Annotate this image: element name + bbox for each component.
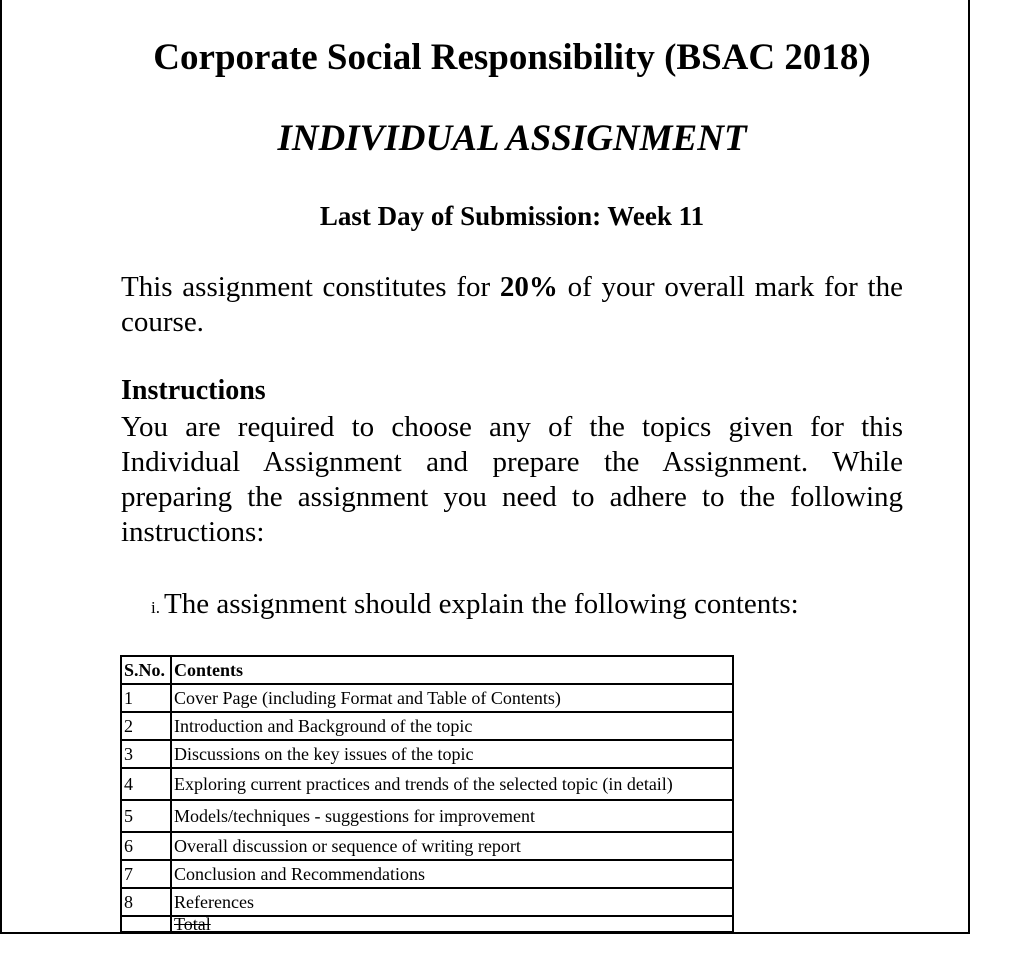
row-content: Exploring current practices and trends of the selected topic (in detail) <box>171 768 733 800</box>
table-row <box>121 740 733 768</box>
contents-table <box>120 655 734 933</box>
row-sno: 4 <box>121 768 171 800</box>
instructions-heading: Instructions <box>121 375 266 406</box>
weight-paragraph <box>121 270 903 340</box>
row-content: Overall discussion or sequence of writing report <box>171 832 733 860</box>
row-sno: 6 <box>121 832 171 860</box>
row-sno: 8 <box>121 888 171 916</box>
table-row <box>121 860 733 888</box>
instructions-body: You are required to choose any of the topics given for this Individual Assignment and prepare the Assignment. While preparing the assignment you need to adhere to the following instructions: <box>121 411 903 548</box>
list-item-text: The assignment should explain the following contents: <box>163 588 799 620</box>
row-content: Discussions on the key issues of the topic <box>171 740 733 768</box>
assignment-subtitle: INDIVIDUAL ASSIGNMENT <box>277 118 747 159</box>
row-content: Conclusion and Recommendations <box>171 860 733 888</box>
header-contents: Contents <box>171 656 733 684</box>
list-marker: i. <box>151 598 160 617</box>
row-sno: 5 <box>121 800 171 832</box>
header-sno: S.No. <box>121 656 171 684</box>
row-content: Cover Page (including Format and Table of Contents) <box>171 684 733 712</box>
list-item <box>151 587 799 625</box>
table-header-row <box>121 656 733 684</box>
total-label: Total <box>171 916 733 932</box>
table-row <box>121 768 733 800</box>
row-content: Introduction and Background of the topic <box>171 712 733 740</box>
table-row <box>121 832 733 860</box>
submission-deadline: Last Day of Submission: Week 11 <box>319 201 705 231</box>
row-content: References <box>171 888 733 916</box>
weight-percentage: 20% <box>499 271 558 303</box>
weight-text-before: This assignment constitutes for <box>121 271 500 303</box>
row-sno: 7 <box>121 860 171 888</box>
row-sno: 1 <box>121 684 171 712</box>
total-sno-cell <box>121 916 171 932</box>
table-row <box>121 684 733 712</box>
row-sno: 2 <box>121 712 171 740</box>
table-total-row <box>121 916 733 932</box>
row-content: Models/techniques - suggestions for improvement <box>171 800 733 832</box>
table-row <box>121 712 733 740</box>
document-title: Corporate Social Responsibility (BSAC 2018) <box>153 37 871 78</box>
row-sno: 3 <box>121 740 171 768</box>
table-row <box>121 800 733 832</box>
table-row <box>121 888 733 916</box>
weight-text-after: of your overall mark for the course. <box>121 271 903 338</box>
